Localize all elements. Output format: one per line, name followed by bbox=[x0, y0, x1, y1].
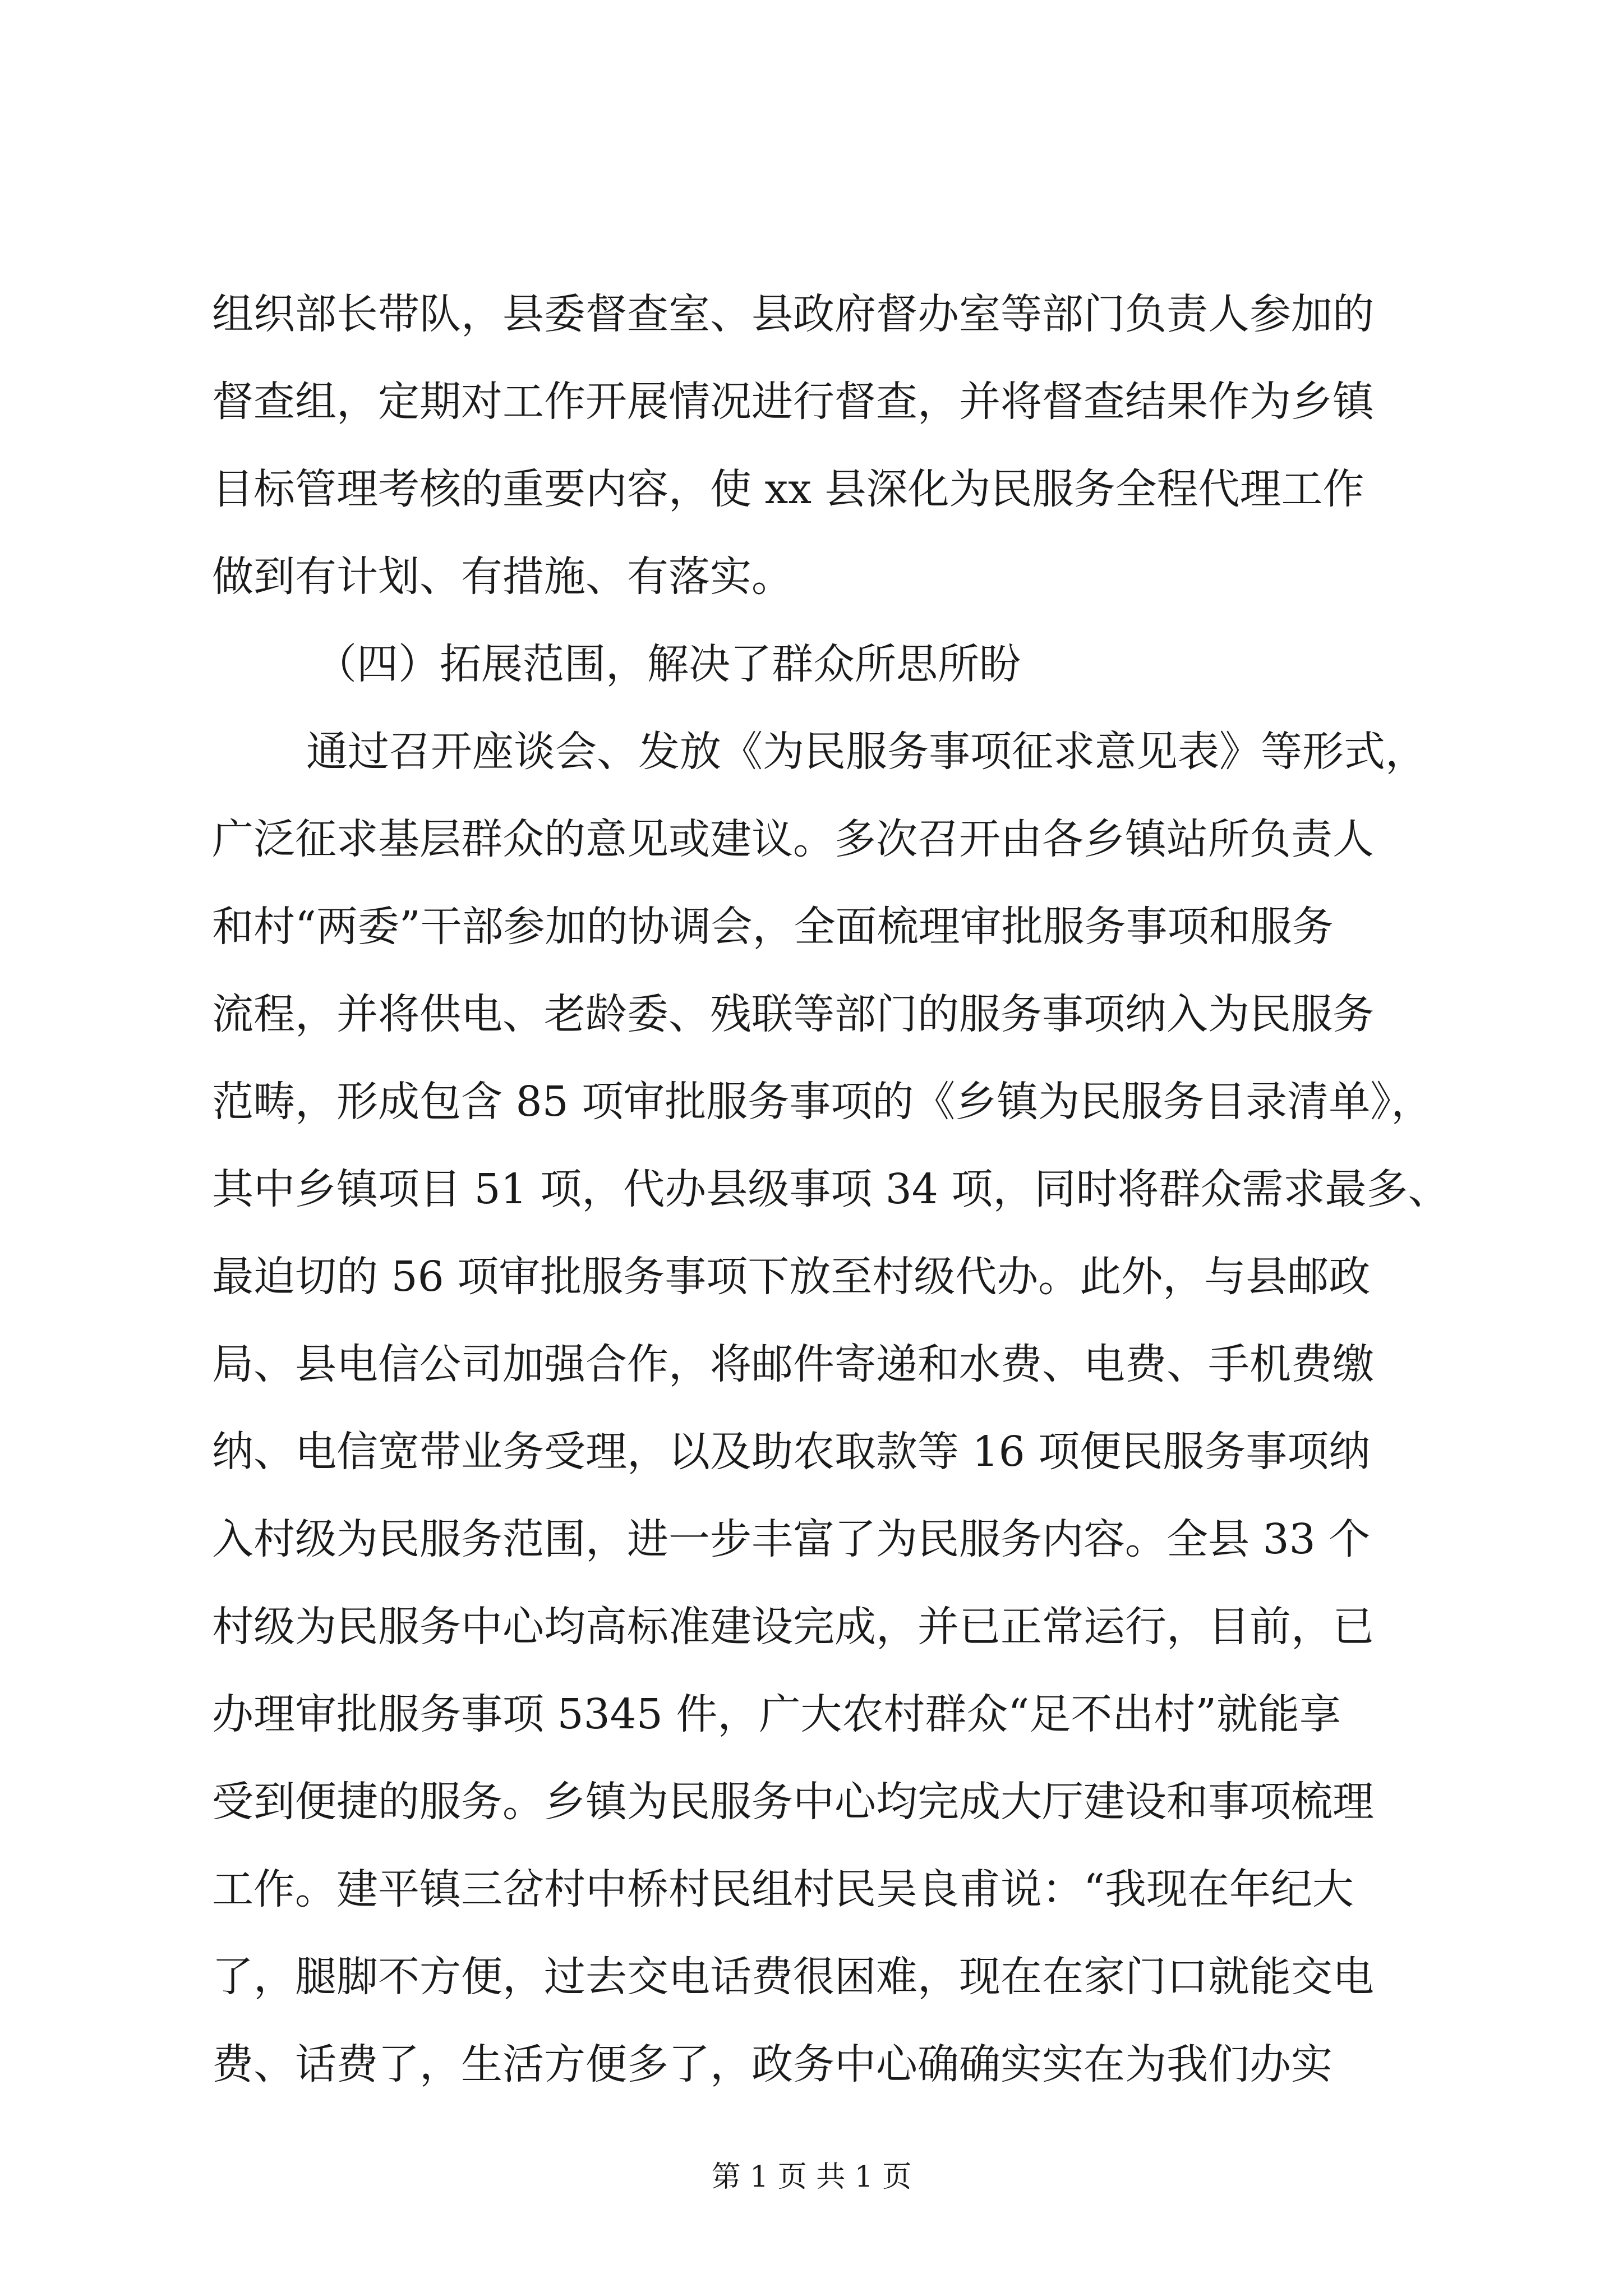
text-line: 督查组，定期对工作开展情况进行督查，并将督查结果作为乡镇 bbox=[212, 378, 1374, 426]
text-line: 工作。建平镇三岔村中桥村民组村民吴良甫说：“我现在年纪大 bbox=[212, 1865, 1354, 1913]
text-line: 村级为民服务中心均高标准建设完成，并已正常运行，目前，已 bbox=[212, 1603, 1374, 1651]
text-line: 纳、电信宽带业务受理，以及助农取款等 16 项便民服务事项纳 bbox=[212, 1428, 1371, 1476]
text-line: 组织部长带队，县委督查室、县政府督办室等部门负责人参加的 bbox=[212, 290, 1374, 338]
text-line: 其中乡镇项目 51 项，代办县级事项 34 项，同时将群众需求最多、 bbox=[212, 1165, 1450, 1213]
text-line: 费、话费了，生活方便多了，政务中心确确实实在为我们办实 bbox=[212, 2040, 1332, 2088]
page-number: 第 1 页 共 1 页 bbox=[711, 2160, 912, 2194]
text-line: 流程，并将供电、老龄委、残联等部门的服务事项纳入为民服务 bbox=[212, 990, 1374, 1038]
text-line: 最迫切的 56 项审批服务事项下放至村级代办。此外，与县邮政 bbox=[212, 1253, 1371, 1301]
text-line: 局、县电信公司加强合作，将邮件寄递和水费、电费、手机费缴 bbox=[212, 1340, 1374, 1388]
text-line: 目标管理考核的重要内容，使 xx 县深化为民服务全程代理工作 bbox=[212, 465, 1364, 513]
text-line: 做到有计划、有措施、有落实。 bbox=[212, 553, 793, 601]
text-line: 通过召开座谈会、发放《为民服务事项征求意见表》等形式， bbox=[306, 728, 1427, 776]
text-line: 范畴，形成包含 85 项审批服务事项的《乡镇为民服务目录清单》， bbox=[212, 1078, 1433, 1126]
text-line: 广泛征求基层群众的意见或建议。多次召开由各乡镇站所负责人 bbox=[212, 815, 1374, 863]
text-line: 入村级为民服务范围，进一步丰富了为民服务内容。全县 33 个 bbox=[212, 1515, 1371, 1563]
text-line: 受到便捷的服务。乡镇为民服务中心均完成大厅建设和事项梳理 bbox=[212, 1778, 1374, 1826]
text-line: 了，腿脚不方便，过去交电话费很困难，现在在家门口就能交电 bbox=[212, 1953, 1374, 2001]
text-line: 办理审批服务事项 5345 件，广大农村群众“足不出村”就能享 bbox=[212, 1690, 1341, 1738]
section-heading: （四）拓展范围，解决了群众所思所盼 bbox=[315, 640, 1021, 688]
text-line: 和村“两委”干部参加的协调会，全面梳理审批服务事项和服务 bbox=[212, 903, 1334, 951]
